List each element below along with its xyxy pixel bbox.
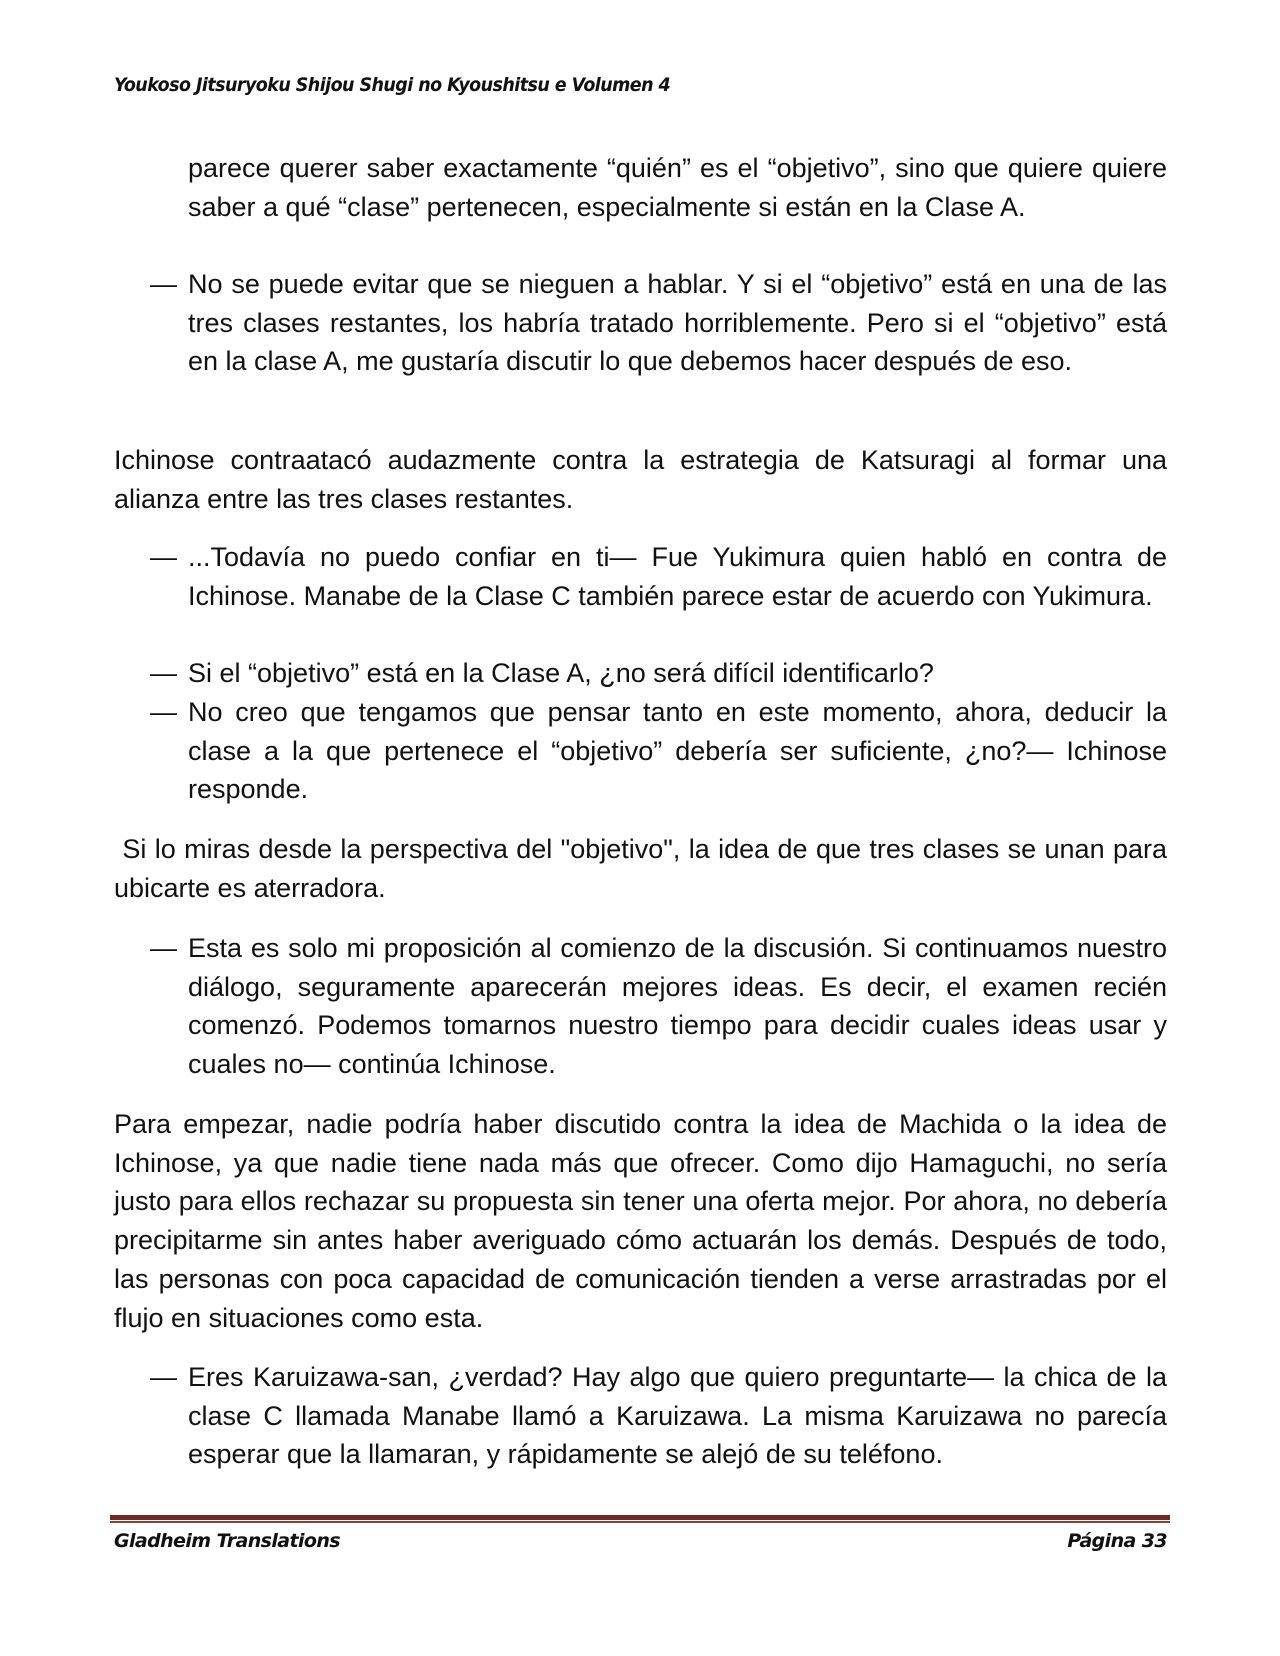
paragraph-text: No creo que tengamos que pensar tanto en este momento, ahora, deducir la clase a la que pertenece el “objetivo” debería ser suficiente, ¿no?— Ichinose responde. [188, 697, 1167, 805]
dialogue-line [150, 693, 1167, 809]
narration-paragraph [114, 830, 1175, 907]
paragraph-text: Si el “objetivo” está en la Clase A, ¿no será difícil identificarlo? [188, 658, 934, 688]
footer-rule [110, 1515, 1170, 1520]
em-dash: — [150, 1362, 177, 1392]
narration-paragraph [114, 1105, 1167, 1337]
paragraph-text: Para empezar, nadie podría haber discutido contra la idea de Machida o la idea de Ichinose, ya que nadie tiene nada más que ofrecer. Como dijo Hamaguchi, no sería justo para ellos rechazar su propuesta sin tener una oferta mejor. Por ahora, no debería precipitarme sin antes haber averiguado cómo actuarán los demás. Después de todo, las personas con poca capacidad de comunicación tienden a verse arrastradas por el flujo en situaciones como esta. [114, 1109, 1167, 1333]
footer-rule-thin [110, 1521, 1170, 1523]
paragraph-text: Ichinose contraatacó audazmente contra la estrategia de Katsuragi al formar una alianza entre las tres clases restantes. [114, 445, 1167, 514]
em-dash: — [150, 542, 177, 572]
footer-credit: Gladheim Translations [114, 1530, 340, 1552]
dialogue-line [150, 265, 1167, 381]
running-header: Youkoso Jitsuryoku Shijou Shugi no Kyoushitsu e Volumen 4 [114, 74, 671, 96]
paragraph-text: parece querer saber exactamente “quién” es el “objetivo”, sino que quiere quiere saber a qué “clase” pertenecen, especialmente si están en la Clase A. [188, 153, 1167, 222]
em-dash: — [150, 933, 177, 963]
paragraph-text: No se puede evitar que se nieguen a hablar. Y si el “objetivo” está en una de las tres clases restantes, los habría tratado horriblemente. Pero si el “objetivo” está en la clase A, me gustaría discutir lo que debemos hacer después de eso. [188, 269, 1167, 377]
dialogue-line [150, 929, 1167, 1084]
paragraph-text: Si lo miras desde la perspectiva del "objetivo", la idea de que tres clases se unan para ubicarte es aterradora. [114, 834, 1175, 903]
dialogue-line [150, 654, 1167, 693]
paragraph-text: Esta es solo mi proposición al comienzo de la discusión. Si continuamos nuestro diálogo, seguramente aparecerán mejores ideas. Es decir, el examen recién comenzó. Podemos tomarnos nuestro tiempo para decidir cuales ideas usar y cuales no— continúa Ichinose. [188, 933, 1167, 1080]
em-dash: — [150, 658, 177, 688]
dialogue-line [150, 538, 1167, 615]
paragraph-text: Eres Karuizawa-san, ¿verdad? Hay algo que quiero preguntarte— la chica de la clase C llamada Manabe llamó a Karuizawa. La misma Karuizawa no parecía esperar que la llamaran, y rápidamente se alejó de su teléfono. [188, 1362, 1167, 1470]
paragraph-text: ...Todavía no puedo confiar en ti— Fue Yukimura quien habló en contra de Ichinose. Manabe de la Clase C también parece estar de acuerdo con Yukimura. [188, 542, 1167, 611]
dialogue-line [150, 1358, 1167, 1474]
page-number: Página 33 [1067, 1530, 1167, 1552]
narration-paragraph [114, 441, 1167, 518]
dialogue-continuation [188, 149, 1167, 226]
em-dash: — [150, 697, 177, 727]
em-dash: — [150, 269, 177, 299]
